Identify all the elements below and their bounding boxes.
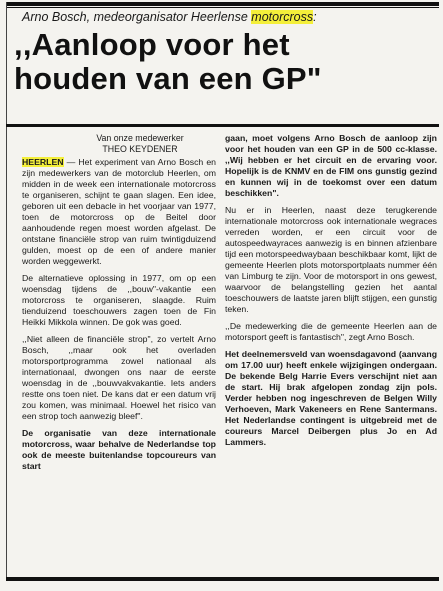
top-rule (6, 2, 439, 6)
paragraph-7: ,,De medewerking die de gemeente Heerlen aan de motorsport geeft is fantastisch", zegt Arno Bosch. (225, 321, 437, 342)
column-left (22, 157, 216, 478)
dateline: HEERLEN (22, 157, 64, 167)
kicker-colon: : (313, 10, 317, 24)
kicker-text: Arno Bosch, medeorganisator Heerlense (22, 10, 252, 24)
column-right (225, 133, 437, 454)
headline-rule (6, 124, 439, 127)
headline-line-1: ,,Aanloop voor het (14, 27, 290, 62)
kicker-line (22, 10, 442, 24)
byline (60, 133, 220, 155)
paragraph-1-text: — Het experiment van Arno Bosch en zijn medewerkers van de motorclub Heerlen, om midden in de week een internationale motorcross te organiseren, schijnt te gaan slagen. Een idee, geboren uit een debacle in het voorjaar van 1977, toen de motorcross op de Beitel door aanhoudende regen moest worden afgelast. De ontstane financiële strop van ruim twintigduizend gulden, moest op de een of andere manier worden weggewerkt. (22, 157, 216, 266)
byline-role: Van onze medewerker (96, 133, 184, 143)
paragraph-5: gaan, moet volgens Arno Bosch de aanloop zijn voor het houden van een GP in de 500 cc-klasse. ,,Wij hebben er het circuit en de ervaring voor. Hopelijk is de KNMV en de FIM ons gunstig gezind en kunnen wij in de toekomst over een datum beschikken". (225, 133, 437, 198)
headline (14, 28, 434, 96)
kicker-highlight: motorcross (251, 10, 314, 24)
top-rule-thin (6, 7, 439, 8)
paragraph-8: Het deelnemersveld van woensdagavond (aanvang om 17.00 uur) heeft enkele wijzigingen ondergaan. De bekende Belg Harrie Evers verschijnt niet aan de start. Hij brak afgelopen zondag zijn pols. Verder hebben nog ingeschreven de Belgen Willy Verhoeven, Mark Vakeneers en Rene Santermans. Het Nederlandse contingent is uitgebreid met de coureurs Marcel Deibergen plus Jo en Ad Lammers. (225, 349, 437, 447)
headline-line-2: houden van een GP" (14, 61, 322, 96)
bottom-rule (6, 577, 439, 581)
paragraph-4: De organisatie van deze internationale motorcross, waar behalve de Nederlandse top ook de meeste buitenlandse topcoureurs van start (22, 428, 216, 471)
paragraph-1 (22, 157, 216, 267)
byline-author: THEO KEYDENER (102, 144, 178, 154)
left-edge-rule (6, 2, 7, 581)
paragraph-3: ,,Niet alleen de financiële strop", zo vertelt Arno Bosch, ,,maar ook het overladen motorsportprogramma zowel nationaal als internationaal, dwongen ons naar de eerste woensdag in de ,,bouwvakvakantie. Iets anders restte ons toen niet. De kans dat er een datum vrij zou komen, was minimaal. Hoewel het risico van een strop toch aanwezig bleef". (22, 334, 216, 421)
paragraph-2: De alternatieve oplossing in 1977, om op een woensdag tijdens de ,,bouw"-vakantie een motorcross te organiseren, slaagde. Ruim tienduizend toeschouwers zagen toen de Fin Heikki Mikkola winnen. De gok was goed. (22, 273, 216, 327)
paragraph-6: Nu er in Heerlen, naast deze terugkerende internationale motorcross ook internationale wegraces verreden worden, er een circuit voor de autospeedwayraces aanwezig is en binnen afzienbare tijd een motorspeedwaybaan beschikbaar komt, lijkt de gemeente Heerlen plots motorsportplaats nummer één van Limburg te zijn. Voor de motorsport in ons gewest, waarvoor de belangstelling gezien het aantal toeschouwers de laatste jaren blijft stijgen, een gunstig teken. (225, 205, 437, 314)
